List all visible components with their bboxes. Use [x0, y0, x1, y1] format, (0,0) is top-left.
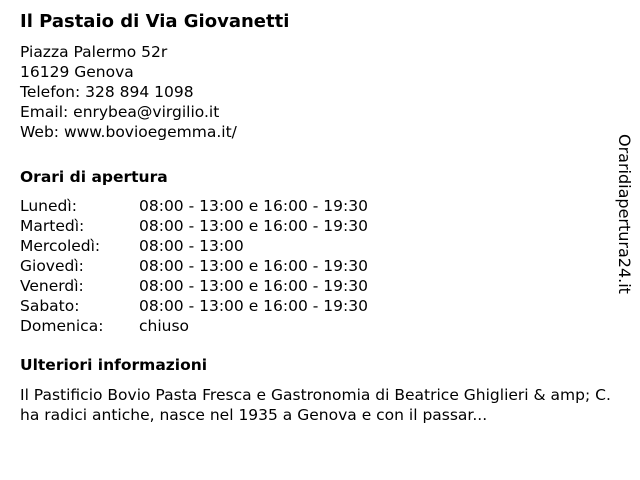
- hours-row: [20, 276, 600, 296]
- hours-day: Sabato:: [20, 297, 80, 315]
- hours-time: 08:00 - 13:00 e 16:00 - 19:30: [139, 297, 368, 315]
- hours-row: [20, 296, 600, 316]
- more-info-heading: Ulteriori informazioni: [20, 356, 208, 374]
- site-brand-vertical: Oraridiapertura24.it: [615, 134, 634, 294]
- hours-row: [20, 316, 600, 336]
- hours-day: Domenica:: [20, 317, 104, 335]
- contact-block: [20, 42, 600, 142]
- phone-text: Telefon: 328 894 1098: [20, 83, 194, 101]
- email-text: Email: enrybea@virgilio.it: [20, 103, 220, 121]
- hours-day: Venerdì:: [20, 277, 84, 295]
- hours-day: Giovedì:: [20, 257, 84, 275]
- address-street: Piazza Palermo 52r: [20, 43, 168, 61]
- hours-time: 08:00 - 13:00 e 16:00 - 19:30: [139, 257, 368, 275]
- hours-row: [20, 216, 600, 236]
- hours-day: Mercoledì:: [20, 237, 101, 255]
- hours-day: Lunedì:: [20, 197, 77, 215]
- hours-time: chiuso: [139, 317, 190, 335]
- hours-time: 08:00 - 13:00: [139, 237, 244, 255]
- business-card: [20, 10, 611, 425]
- hours-row: [20, 236, 600, 256]
- opening-hours-list: [20, 196, 600, 336]
- hours-time: 08:00 - 13:00 e 16:00 - 19:30: [139, 217, 368, 235]
- opening-hours-heading: Orari di apertura: [20, 168, 168, 186]
- business-name: Il Pastaio di Via Giovanetti: [20, 11, 290, 32]
- more-info-text: Il Pastificio Bovio Pasta Fresca e Gastronomia di Beatrice Ghiglieri & amp; C. ha radici antiche, nasce nel 1935 a Genova e con il passar...: [20, 386, 611, 424]
- hours-time: 08:00 - 13:00 e 16:00 - 19:30: [139, 197, 368, 215]
- hours-day: Martedì:: [20, 217, 85, 235]
- hours-row: [20, 196, 600, 216]
- hours-row: [20, 256, 600, 276]
- website-text: Web: www.bovioegemma.it/: [20, 123, 237, 141]
- address-city: 16129 Genova: [20, 63, 134, 81]
- hours-time: 08:00 - 13:00 e 16:00 - 19:30: [139, 277, 368, 295]
